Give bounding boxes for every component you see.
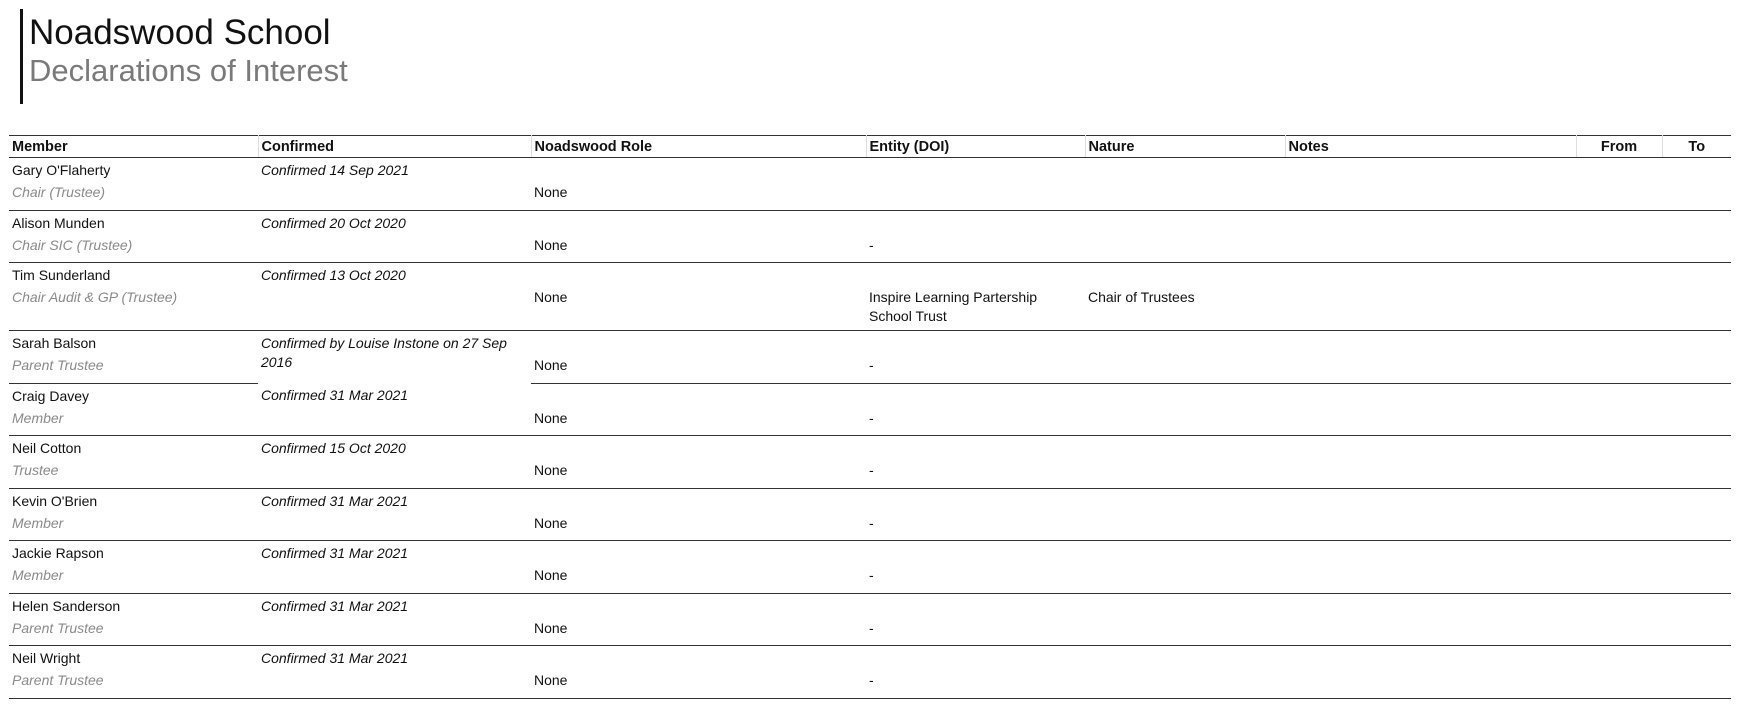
member-role: Member <box>9 406 258 436</box>
from-date <box>1576 406 1662 436</box>
table-row-bottom <box>9 458 1731 488</box>
table-row-bottom <box>9 616 1731 646</box>
confirmed-status: Confirmed 31 Mar 2021 <box>261 650 409 666</box>
member-name: Neil Wright <box>12 650 81 666</box>
table-row-bottom <box>9 668 1731 698</box>
member-name: Gary O'Flaherty <box>12 162 111 178</box>
to-date <box>1662 458 1731 488</box>
noadswood-role: None <box>531 563 866 593</box>
table-row-top <box>9 593 1731 616</box>
noadswood-role: None <box>531 406 866 436</box>
noadswood-role: None <box>531 233 866 263</box>
document-title: Declarations of Interest <box>29 53 348 88</box>
notes <box>1285 233 1576 263</box>
notes <box>1285 353 1576 383</box>
column-header-confirmed: Confirmed <box>258 136 531 158</box>
notes <box>1285 616 1576 646</box>
nature <box>1085 233 1285 263</box>
entity-doi: - <box>866 458 1085 488</box>
notes <box>1285 563 1576 593</box>
from-date <box>1576 668 1662 698</box>
member-role: Member <box>9 511 258 541</box>
nature <box>1085 458 1285 488</box>
noadswood-role: None <box>531 511 866 541</box>
nature <box>1085 180 1285 210</box>
column-header-entity: Entity (DOI) <box>866 136 1085 158</box>
to-date <box>1662 233 1731 263</box>
from-date <box>1576 511 1662 541</box>
member-role: Parent Trustee <box>9 668 258 698</box>
confirmed-status: Confirmed 31 Mar 2021 <box>261 492 409 509</box>
table-row-top <box>9 263 1731 286</box>
to-date <box>1662 563 1731 593</box>
member-name: Neil Cotton <box>12 440 82 456</box>
noadswood-role: None <box>531 180 866 210</box>
confirmed-status: Confirmed by Louise Instone on 27 Sep 2016 <box>261 335 507 370</box>
member-role: Chair Audit & GP (Trustee) <box>9 285 258 331</box>
to-date <box>1662 180 1731 210</box>
entity-doi <box>866 180 1085 210</box>
member-role: Chair (Trustee) <box>9 180 258 210</box>
table-row-bottom <box>9 511 1731 541</box>
nature: Chair of Trustees <box>1085 285 1285 331</box>
entity-doi: - <box>866 511 1085 541</box>
table-row-bottom <box>9 406 1731 436</box>
table-row-top <box>9 383 1731 406</box>
to-date <box>1662 511 1731 541</box>
nature <box>1085 668 1285 698</box>
column-header-notes: Notes <box>1285 136 1576 158</box>
to-date <box>1662 406 1731 436</box>
table-row-bottom <box>9 180 1731 210</box>
member-name: Sarah Balson <box>12 335 97 351</box>
column-header-member: Member <box>9 136 258 158</box>
document-header <box>20 9 520 104</box>
table-row-bottom <box>9 563 1731 593</box>
table-row-bottom <box>9 233 1731 263</box>
member-name: Craig Davey <box>12 387 90 404</box>
nature <box>1085 616 1285 646</box>
table-row-top <box>9 331 1731 354</box>
entity-doi: - <box>866 353 1085 383</box>
nature <box>1085 406 1285 436</box>
table-row-bottom <box>9 285 1731 331</box>
to-date <box>1662 668 1731 698</box>
to-date <box>1662 285 1731 331</box>
entity-doi: Inspire Learning Partership School Trust <box>866 285 1085 331</box>
noadswood-role: None <box>531 353 866 383</box>
noadswood-role: None <box>531 616 866 646</box>
confirmed-status: Confirmed 31 Mar 2021 <box>261 545 409 561</box>
from-date <box>1576 458 1662 488</box>
nature <box>1085 563 1285 593</box>
column-header-role: Noadswood Role <box>531 136 866 158</box>
entity-doi: - <box>866 563 1085 593</box>
member-role: Member <box>9 563 258 593</box>
table-row-top <box>9 436 1731 459</box>
confirmed-status: Confirmed 20 Oct 2020 <box>261 214 406 231</box>
member-role: Parent Trustee <box>9 616 258 646</box>
notes <box>1285 285 1576 331</box>
member-name: Helen Sanderson <box>12 597 121 614</box>
confirmed-status: Confirmed 31 Mar 2021 <box>261 597 409 614</box>
to-date <box>1662 353 1731 383</box>
entity-doi: - <box>866 616 1085 646</box>
notes <box>1285 406 1576 436</box>
notes <box>1285 668 1576 698</box>
nature <box>1085 511 1285 541</box>
column-header-nature: Nature <box>1085 136 1285 158</box>
school-name: Noadswood School <box>29 13 331 52</box>
from-date <box>1576 233 1662 263</box>
declarations-table <box>9 135 1731 699</box>
notes <box>1285 511 1576 541</box>
member-role: Parent Trustee <box>9 353 258 383</box>
confirmed-status: Confirmed 31 Mar 2021 <box>261 387 409 403</box>
noadswood-role: None <box>531 458 866 488</box>
entity-doi: - <box>866 406 1085 436</box>
confirmed-status: Confirmed 14 Sep 2021 <box>261 162 409 178</box>
nature <box>1085 353 1285 383</box>
column-header-to: To <box>1662 136 1731 158</box>
noadswood-role: None <box>531 285 866 331</box>
member-role: Chair SIC (Trustee) <box>9 233 258 263</box>
table-header-row <box>9 136 1731 158</box>
table-row-top <box>9 210 1731 233</box>
table-row-top <box>9 488 1731 511</box>
confirmed-status: Confirmed 15 Oct 2020 <box>261 440 406 456</box>
member-name: Alison Munden <box>12 214 105 231</box>
table-row-top <box>9 541 1731 564</box>
member-name: Jackie Rapson <box>12 545 104 561</box>
notes <box>1285 180 1576 210</box>
from-date <box>1576 285 1662 331</box>
from-date <box>1576 563 1662 593</box>
member-name: Kevin O'Brien <box>12 492 98 509</box>
from-date <box>1576 180 1662 210</box>
noadswood-role: None <box>531 668 866 698</box>
table-row-top <box>9 646 1731 669</box>
from-date <box>1576 353 1662 383</box>
table-body <box>9 158 1731 699</box>
confirmed-status: Confirmed 13 Oct 2020 <box>261 267 406 283</box>
entity-doi: - <box>866 233 1085 263</box>
entity-doi: - <box>866 668 1085 698</box>
to-date <box>1662 616 1731 646</box>
notes <box>1285 458 1576 488</box>
member-role: Trustee <box>9 458 258 488</box>
member-name: Tim Sunderland <box>12 267 111 283</box>
table-row-top <box>9 158 1731 181</box>
from-date <box>1576 616 1662 646</box>
column-header-from: From <box>1576 136 1662 158</box>
